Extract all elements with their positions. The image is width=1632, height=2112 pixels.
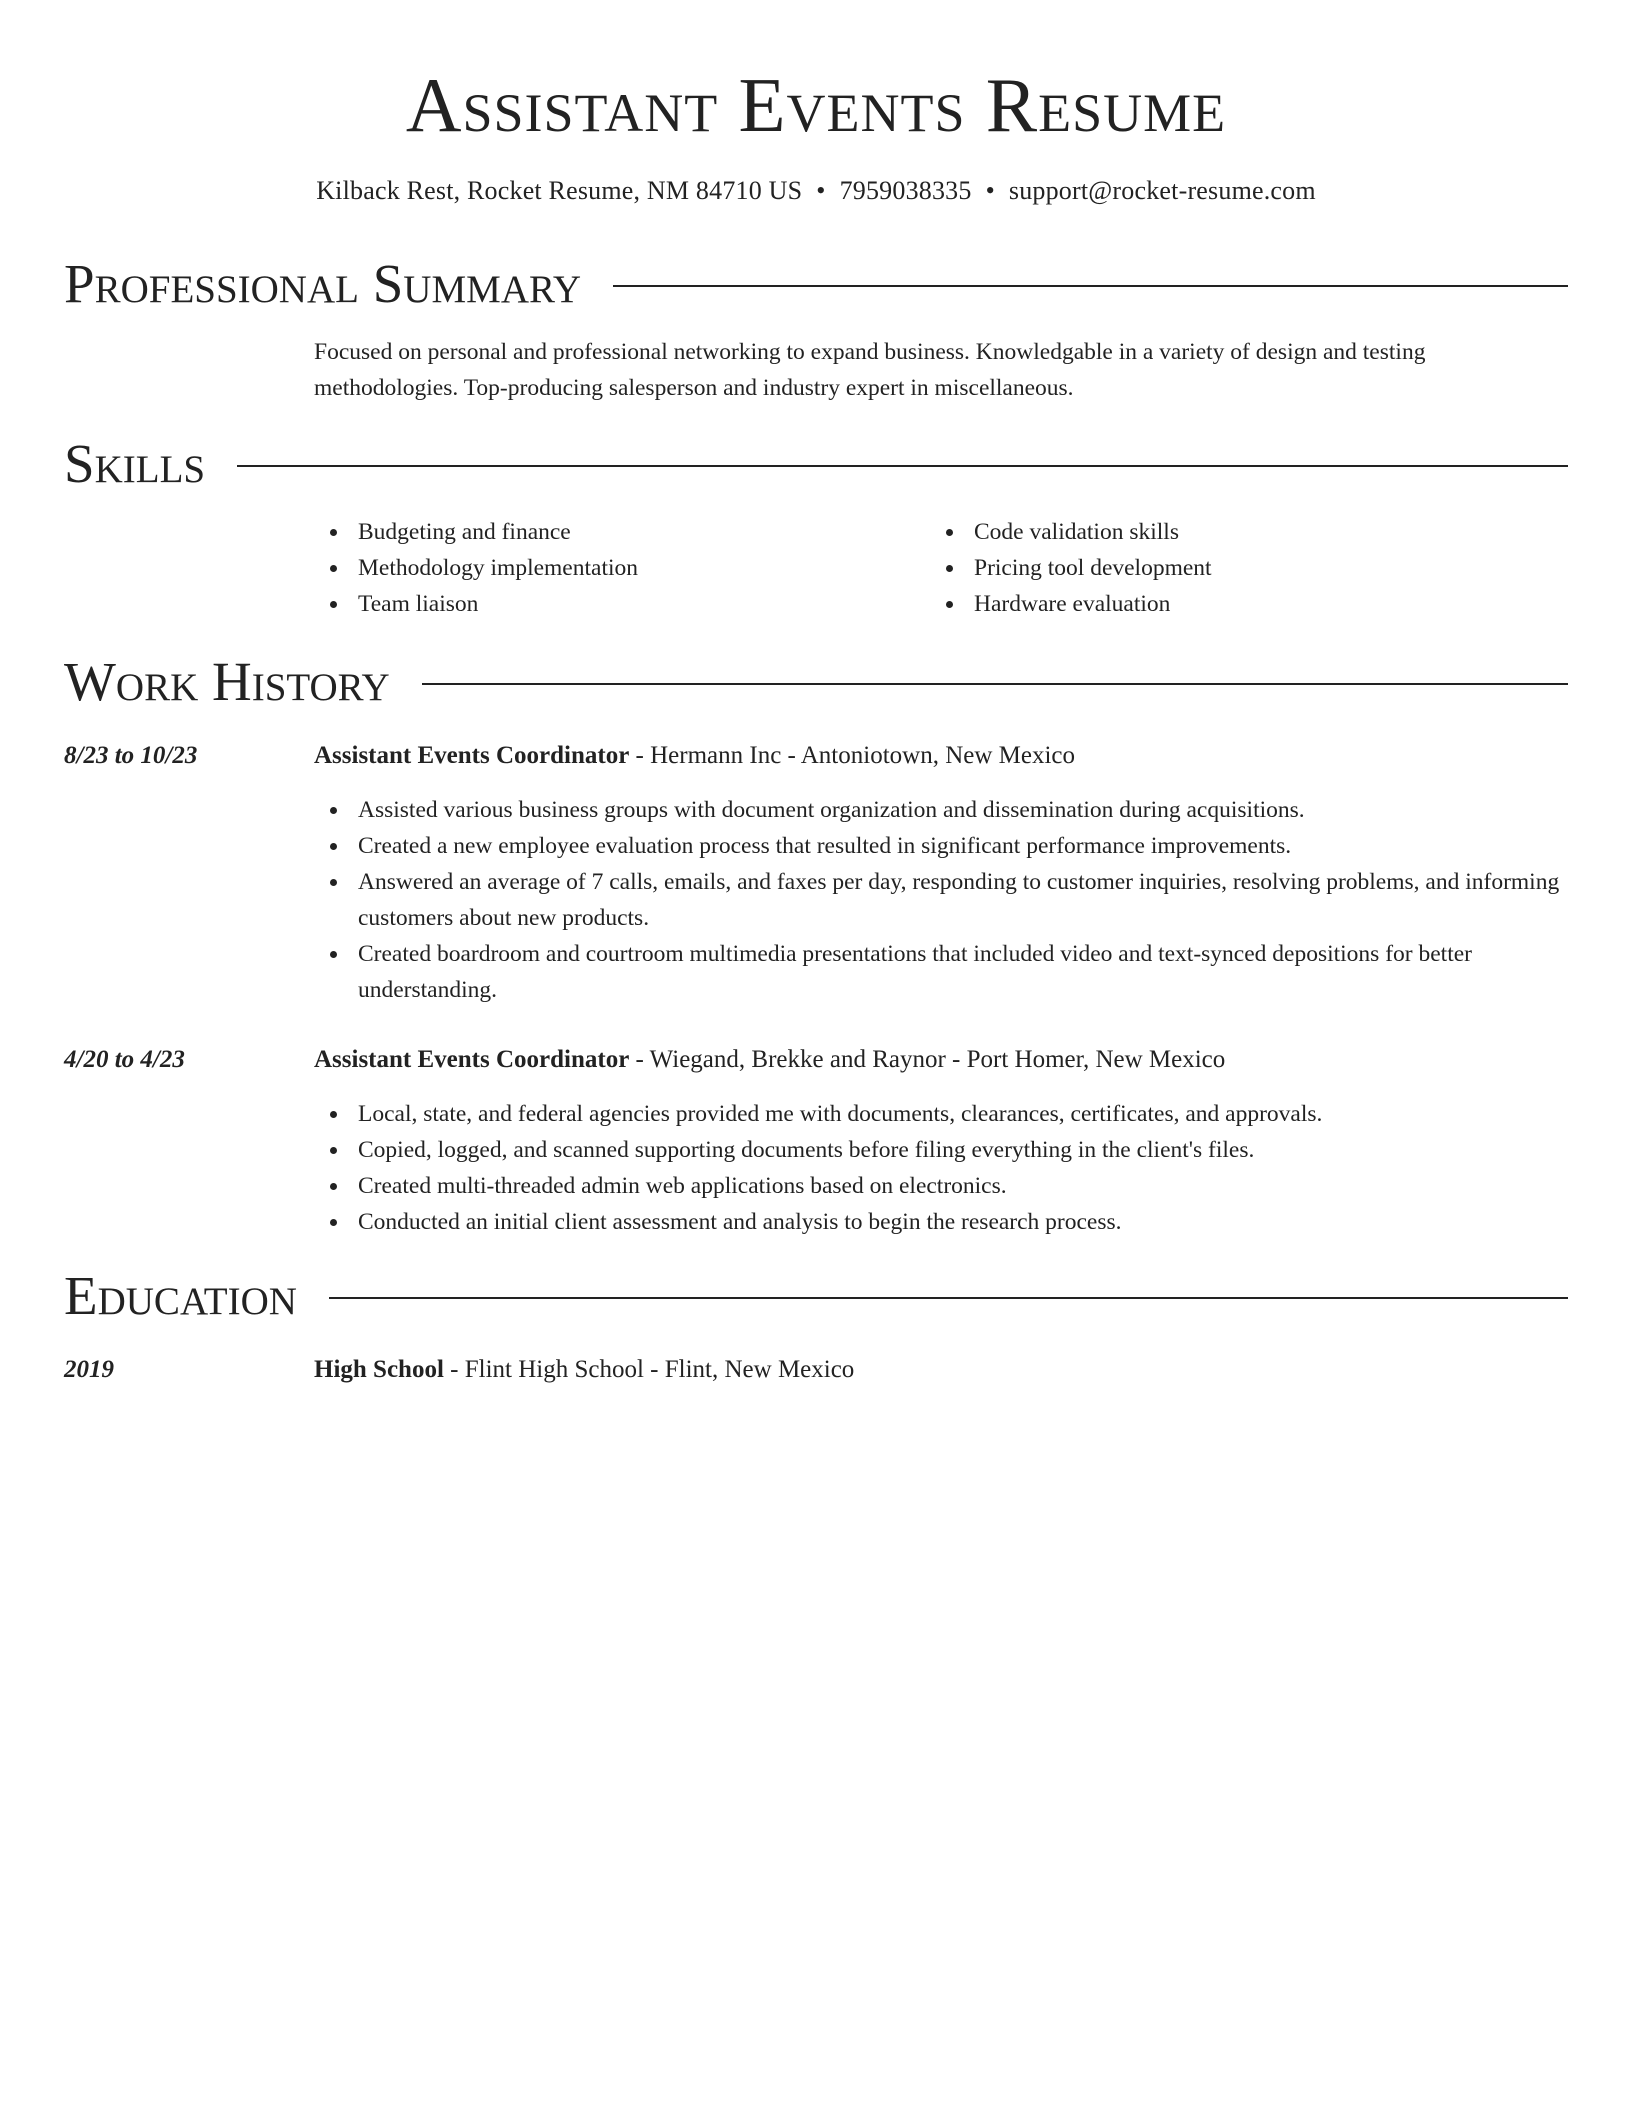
- education-year: 2019: [64, 1356, 114, 1383]
- skills-list-left: [314, 514, 914, 622]
- job-bullet: Created multi-threaded admin web applications based on electronics.: [314, 1168, 1568, 1204]
- contact-separator: •: [985, 176, 995, 205]
- job-dates: 8/23 to 10/23: [64, 742, 198, 769]
- section-rule: [422, 683, 1568, 685]
- section-heading: Education: [64, 1265, 297, 1326]
- contact-phone: 7959038335: [839, 176, 972, 205]
- education-details: - Flint High School - Flint, New Mexico: [443, 1356, 855, 1383]
- job-bullet: Local, state, and federal agencies provided me with documents, clearances, certificates, and approvals.: [314, 1096, 1568, 1132]
- job-bullets: [314, 1096, 1568, 1240]
- job-heading: [314, 738, 1568, 774]
- section-heading: Professional Summary: [64, 253, 582, 314]
- skill-item: Team liaison: [314, 586, 914, 622]
- skills-list-right: [930, 514, 1530, 622]
- skill-item: Pricing tool development: [930, 550, 1530, 586]
- job-details: - Hermann Inc - Antoniotown, New Mexico: [629, 742, 1076, 769]
- job-title: Assistant Events Coordinator: [314, 742, 630, 769]
- job-details: - Wiegand, Brekke and Raynor - Port Homer, New Mexico: [629, 1046, 1226, 1073]
- contact-separator: •: [816, 176, 826, 205]
- summary-text: Focused on personal and professional networking to expand business. Knowledgable in a variety of design and testing methodologies. Top-producing salesperson and industry expert in miscellaneous.: [314, 339, 1426, 401]
- job-bullet: Created boardroom and courtroom multimedia presentations that included video and text-synced depositions for better understanding.: [314, 936, 1568, 1008]
- contact-line: [64, 174, 1568, 208]
- section-education: [64, 1264, 1568, 1328]
- section-professional-summary: [64, 252, 1568, 316]
- job-title: Assistant Events Coordinator: [314, 1046, 630, 1073]
- contact-email: support@rocket-resume.com: [1008, 176, 1316, 205]
- education-degree: High School: [314, 1356, 444, 1383]
- skill-item: Budgeting and finance: [314, 514, 914, 550]
- job-bullet: Created a new employee evaluation process that resulted in significant performance improvements.: [314, 828, 1568, 864]
- section-heading: Work History: [64, 651, 390, 712]
- section-skills: [64, 432, 1568, 496]
- section-work-history: [64, 650, 1568, 714]
- section-rule: [613, 285, 1568, 287]
- job-dates: 4/20 to 4/23: [64, 1046, 185, 1073]
- job-bullet: Conducted an initial client assessment and analysis to begin the research process.: [314, 1204, 1568, 1240]
- skill-item: Code validation skills: [930, 514, 1530, 550]
- section-rule: [329, 1297, 1568, 1299]
- skill-item: Hardware evaluation: [930, 586, 1530, 622]
- section-rule: [237, 465, 1568, 467]
- contact-address: Kilback Rest, Rocket Resume, NM 84710 US: [316, 176, 803, 205]
- education-heading: [314, 1352, 1568, 1388]
- resume-title: Assistant Events Resume: [405, 62, 1227, 148]
- section-heading: Skills: [64, 433, 206, 494]
- job-bullet: Assisted various business groups with document organization and dissemination during acquisitions.: [314, 792, 1568, 828]
- skill-item: Methodology implementation: [314, 550, 914, 586]
- job-bullet: Answered an average of 7 calls, emails, and faxes per day, responding to customer inquiries, resolving problems, and informing customers about new products.: [314, 864, 1568, 936]
- job-heading: [314, 1042, 1568, 1078]
- job-bullet: Copied, logged, and scanned supporting documents before filing everything in the client's files.: [314, 1132, 1568, 1168]
- job-bullets: [314, 792, 1568, 1008]
